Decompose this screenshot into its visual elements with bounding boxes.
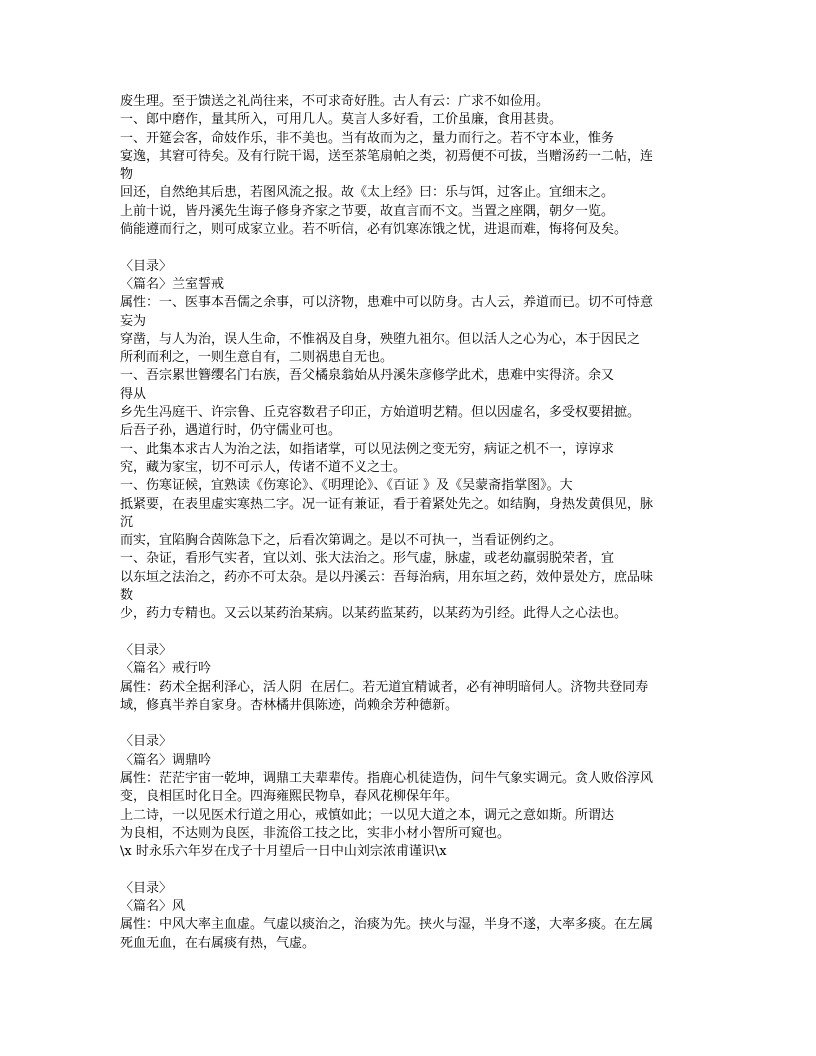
toc-marker: 〈目录〉	[120, 734, 173, 750]
text-line: 穿凿，与人为治，误人生命，不惟祸及自身，殃堕九祖尔。但以活人之心为心，本于因民之	[120, 331, 641, 347]
paragraph-gap	[120, 715, 710, 733]
section-title: 〈篇名〉风	[120, 899, 186, 915]
toc-marker: 〈目录〉	[120, 258, 173, 274]
text-line: 后吾子孙，遇道行时，仍守儒业可也。	[120, 423, 342, 439]
text-line: 抵紧要，在表里虚实寒热二字。况一证有兼证，看于着紧处先之。如结胸，身热发黄俱见，脉	[120, 496, 654, 512]
text-line: 为良相，不达则为良医，非流俗工技之比，实非小材小智所可窥也。	[120, 825, 511, 841]
toc-marker: 〈目录〉	[120, 642, 173, 658]
text-line: 一、开筵会客，命妓作乐，非不美也。当有故而为之，量力而行之。若不守本业，惟务	[120, 130, 615, 146]
section-lanshi-shijie	[120, 258, 710, 624]
text-line: 究，藏为家宝，切不可示人，传诸不道不义之士。	[120, 459, 407, 475]
section-jiexing-yin	[120, 642, 710, 715]
section-tiaoding-yin	[120, 733, 710, 861]
text-line: 上前十说，皆丹溪先生诲子修身齐家之节要，故直言而不文。当置之座隅，朝夕一览。	[120, 203, 615, 219]
text-line: 属性：中风大率主血虚。气虚以痰治之，治痰为先。挟火与湿，半身不遂，大率多痰。在左属	[120, 917, 654, 933]
section-title: 〈篇名〉调鼎吟	[120, 752, 212, 768]
text-line: 沉	[120, 514, 134, 530]
text-line: 变，良相匡时化日全。四海雍熙民物阜，春风花柳保年年。	[120, 789, 459, 805]
text-line: 倘能遵而行之，则可成家立业。若不听信，必有饥寒冻饿之忧，进退而难，悔将何及矣。	[120, 222, 628, 238]
section-title: 〈篇名〉兰室誓戒	[120, 276, 225, 292]
text-line: 死血无血，在右属痰有热，气虚。	[120, 935, 316, 951]
text-line: 废生理。至于馈送之礼尚往来，不可求奇好胜。古人有云：广求不如俭用。	[120, 94, 550, 109]
text-line: 一、杂证，看形气实者，宜以刘、张大法治之。形气虚，脉虚，或老幼羸弱脱荣者，宜	[120, 551, 615, 567]
text-block-household-rules	[120, 93, 710, 239]
text-line: 一、吾宗累世簪缨名门右族，吾父橘泉翁始从丹溪朱彦修学此术，患难中实得济。余又	[120, 368, 615, 384]
text-line: \x 时永乐六年岁在戊子十月望后一日中山刘宗浓甫谨识\x	[120, 844, 447, 860]
text-line: 一、此集本求古人为治之法，如指诸掌，可以见法例之变无穷，病证之机不一，谆谆求	[120, 441, 615, 457]
text-line: 一、伤寒证候，宜熟读《伤寒论》、《明理论》、《百证 》及《吴蒙斋指掌图》。大	[120, 478, 573, 494]
paragraph-gap	[120, 239, 710, 257]
text-line: 得从	[120, 386, 147, 402]
text-line: 而实，宜陷胸合茵陈急下之，后看次第调之。是以不可执一，当看证例约之。	[120, 533, 563, 549]
text-line: 数	[120, 588, 134, 604]
text-line: 所利而利之，一则生意自有，二则祸患自无也。	[120, 350, 394, 366]
text-line: 域，修真半养自家身。杏林橘井俱陈迹，尚赖余芳种德新。	[120, 697, 459, 713]
section-title: 〈篇名〉戒行吟	[120, 661, 212, 677]
text-line: 回还，自然绝其后患，若图风流之报。故《太上经》曰：乐与饵，过客止。宜细末之。	[120, 185, 615, 201]
toc-marker: 〈目录〉	[120, 880, 173, 896]
text-line: 乡先生冯庭干、许宗鲁、丘克容数君子印正，方始道明艺精。但以因虚名，多受权要捃摭。	[120, 405, 641, 421]
text-line: 上二诗，一以见医术行道之用心，戒慎如此；一以见大道之本，调元之意如斯。所谓达	[120, 807, 615, 823]
text-line: 妄为	[120, 313, 147, 329]
section-feng	[120, 880, 710, 953]
text-line: 以东垣之法治之，药亦不可太杂。是以丹溪云：吾每治病，用东垣之药，效仲景处方，庶品味	[120, 569, 654, 585]
text-line: 少，药力专精也。又云以某药治某病。以某药监某药，以某药为引经。此得人之心法也。	[120, 606, 628, 622]
document-page	[120, 93, 710, 953]
text-line: 宴逸，其窘可待矣。及有行院干谒，送至茶笔扇帕之类，初焉便不可拔，当赠汤药一二帖，连	[120, 148, 654, 164]
paragraph-gap	[120, 624, 710, 642]
paragraph-gap	[120, 861, 710, 879]
text-line: 一、郎中磨作，量其所入，可用几人。莫言人多好看，工价虽廉，食用甚贵。	[120, 112, 563, 128]
text-line: 物	[120, 167, 134, 183]
text-line: 属性：药术全据利泽心，活人阴 在居仁。若无道宜精诚者，必有神明暗伺人。济物共登同寿	[120, 679, 649, 695]
text-line: 属性：茫茫宇宙一乾坤，调鼎工夫辈辈传。指鹿心机徒造伪，问牛气象实调元。贪人败俗淳风	[120, 770, 654, 786]
text-line: 属性：一、医事本吾儒之余事，可以济物，患难中可以防身。古人云，养道而已。切不可恃意	[120, 295, 654, 311]
